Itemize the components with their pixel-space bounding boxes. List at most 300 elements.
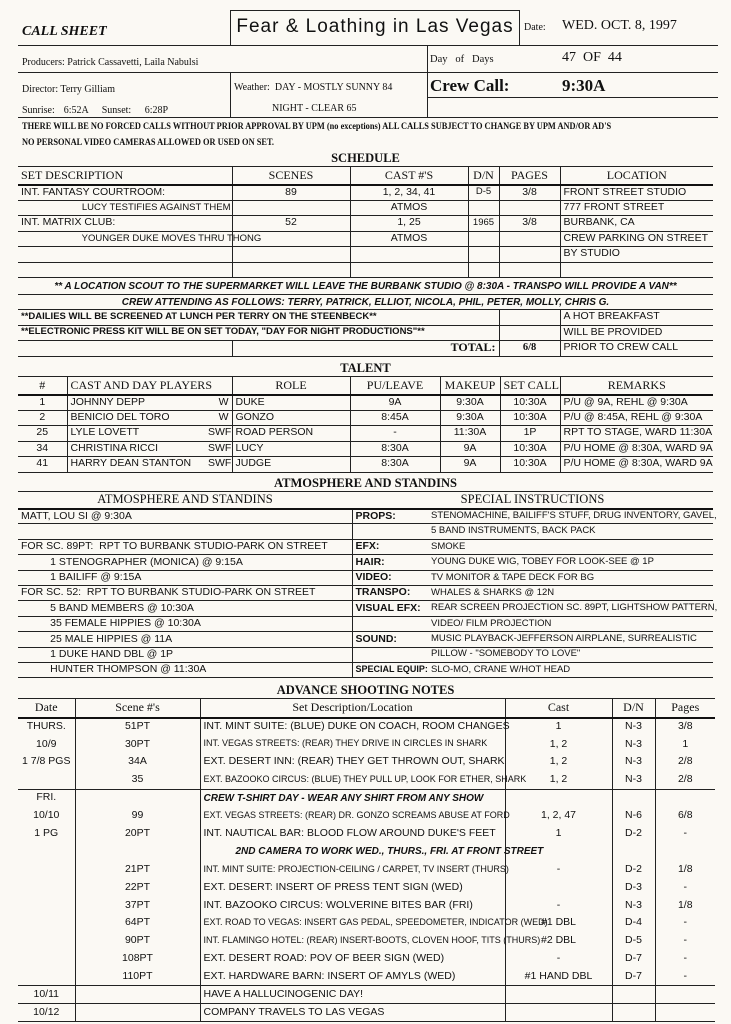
atmosphere-cell-instruction-text: SLO-MO, CRANE W/HOT HEAD (431, 663, 571, 675)
col-cast: CAST #'S (350, 167, 468, 185)
advance-cell-cast: - (505, 861, 612, 879)
atmosphere-cell-atmosphere: MATT, LOU SI @ 9:30A (21, 509, 132, 522)
day-of-days-label: Day of Days (430, 54, 494, 65)
advance-row (18, 1004, 715, 1022)
advance-cell-cast: 1, 2 (505, 735, 612, 753)
advance-cell-scene: 21PT (124, 862, 151, 875)
advance-cell-pages (655, 789, 715, 807)
date-value: WED. OCT. 8, 1997 (562, 18, 677, 33)
advance-cell-scene: 34A (128, 755, 147, 768)
talent-cell-number: 2 (39, 410, 46, 423)
talent-cell-name: HARRY DEAN STANTON (67, 457, 205, 473)
schedule-cell-set-description (18, 262, 232, 278)
atmosphere-row (18, 662, 713, 677)
schedule-cell-scenes (232, 200, 350, 216)
schedule-cell-cast (350, 247, 468, 263)
advance-row (18, 735, 715, 753)
advance-row (18, 986, 715, 1004)
advance-cell-date: 1 PG (18, 825, 75, 843)
col-cast: Cast (505, 699, 612, 718)
advance-cell-dn: N-6 (612, 807, 655, 825)
director: Director: Terry Gilliam (22, 84, 115, 95)
atmosphere-cell-instruction-label: HAIR: (352, 555, 428, 570)
col-pages: Pages (655, 699, 715, 718)
schedule-row (18, 216, 713, 232)
advance-cell-cast: 1 (505, 718, 612, 736)
atmosphere-cell-instruction-text: 5 BAND INSTRUMENTS, BACK PACK (431, 525, 596, 537)
advance-cell-scene: 99 (131, 809, 144, 822)
total-pages: 6/8 (499, 340, 560, 356)
breakfast-note: A HOT BREAKFAST (560, 310, 713, 325)
advance-cell-dn: N-3 (612, 771, 655, 789)
schedule-cell-dn: 1965 (468, 216, 499, 232)
advance-cell-description: EXT. BAZOOKO CIRCUS: (BLUE) THEY PULL UP, LOOK FOR ETHER, SHARK (200, 771, 505, 789)
col-pages: PAGES (499, 167, 560, 185)
talent-row (18, 410, 713, 426)
advance-cell-pages (655, 1004, 715, 1022)
advance-cell-pages: - (655, 879, 715, 897)
advance-cell-dn: D-3 (612, 879, 655, 897)
advance-cell-description: INT. MINT SUITE: PROJECTION-CEILING / CARPET, TV INSERT (THURS) (200, 861, 505, 879)
advance-cell-cast (505, 879, 612, 897)
schedule-cell-set-description: INT. MATRIX CLUB: (21, 216, 116, 229)
advance-cell-cast: 1, 2 (505, 753, 612, 771)
col-set-desc-location: Set Description/Location (200, 699, 505, 718)
atmosphere-cell-instruction-label: SPECIAL EQUIP: (352, 662, 428, 677)
advance-cell-scene: 90PT (124, 934, 151, 947)
talent-row (18, 395, 713, 411)
atmosphere-cell-atmosphere: 1 STENOGRAPHER (MONICA) @ 9:15A (21, 555, 243, 568)
advance-row (18, 968, 715, 986)
schedule-cell-cast: ATMOS (350, 231, 468, 247)
talent-cell-remarks: P/U @ 8:45A, REHL @ 9:30A (560, 410, 713, 426)
advance-cell-scene: 20PT (124, 827, 151, 840)
advance-cell-description: INT. NAUTICAL BAR: BLOOD FLOW AROUND DUKE'S FEET (200, 825, 505, 843)
advance-row (18, 914, 715, 932)
talent-table (18, 376, 713, 473)
advance-cell-cast: - (505, 896, 612, 914)
col-set-description: SET DESCRIPTION (21, 167, 124, 182)
advance-cell-scene: 64PT (124, 916, 151, 929)
advance-cell-scene (75, 986, 200, 1004)
advance-cell-description: INT. FLAMINGO HOTEL: (REAR) INSERT-BOOTS, CLOVEN HOOF, TITS (THURS) (200, 932, 505, 950)
schedule-cell-dn (468, 262, 499, 278)
advance-cell-date (18, 968, 75, 986)
advance-cell-dn: D-2 (612, 861, 655, 879)
col-scene: Scene #'s (75, 699, 200, 718)
atmosphere-cell-atmosphere: 1 BAILIFF @ 9:15A (21, 570, 142, 583)
advance-cell-dn: D-7 (612, 968, 655, 986)
col-pu-leave: PU/LEAVE (350, 377, 440, 395)
advance-cell-date: 1 7/8 PGS (18, 753, 75, 771)
schedule-cell-set-description: INT. FANTASY COURTROOM: (21, 185, 166, 198)
advance-cell-date: THURS. (18, 718, 75, 736)
advance-cell-description: EXT. DESERT ROAD: POV OF BEER SIGN (WED) (200, 950, 505, 968)
advance-cell-description: EXT. HARDWARE BARN: INSERT OF AMYLS (WED) (200, 968, 505, 986)
atmosphere-cell-instruction-text: SMOKE (431, 540, 466, 552)
schedule-table (18, 166, 713, 278)
advance-cell-scene: 30PT (124, 737, 151, 750)
advance-cell-dn: N-3 (612, 718, 655, 736)
schedule-cell-scenes (232, 247, 350, 263)
day-of-days-value: 47 OF 44 (562, 50, 622, 65)
schedule-cell-location: BURBANK, CA (560, 216, 713, 232)
schedule-cell-dn (468, 200, 499, 216)
advance-row (18, 861, 715, 879)
schedule-cell-cast: 1, 25 (350, 216, 468, 232)
atmosphere-cell-atmosphere: FOR SC. 89PT: RPT TO BURBANK STUDIO-PARK ON STREET (21, 540, 328, 553)
col-role: ROLE (232, 377, 350, 395)
advance-cell-description: EXT. DESERT INN: (REAR) THEY GET THROWN OUT, SHARK (200, 753, 505, 771)
advance-cell-dn: D-7 (612, 950, 655, 968)
col-date: Date (34, 700, 58, 715)
schedule-cell-pages: 3/8 (499, 185, 560, 201)
advance-cell-scene: 108PT (122, 952, 153, 965)
advance-row (18, 753, 715, 771)
talent-cell-number: 41 (36, 457, 49, 470)
advance-cell-cast (505, 1004, 612, 1022)
advance-cell-pages: - (655, 968, 715, 986)
advance-cell-scene: 51PT (124, 720, 151, 733)
advance-cell-date: 10/12 (18, 1004, 75, 1022)
atmosphere-cell-instruction-text: REAR SCREEN PROJECTION SC. 89PT, LIGHTSHOW PATTERN, (431, 602, 718, 614)
atmosphere-cell-atmosphere: 5 BAND MEMBERS @ 10:30A (21, 601, 194, 614)
dailies-note: **DAILIES WILL BE SCREENED AT LUNCH PER TERRY ON THE STEENBECK** (21, 311, 377, 323)
atmosphere-row (18, 616, 713, 631)
talent-cell-set-call: 10:30A (500, 441, 560, 457)
atmosphere-cell-instruction-label: VIDEO: (352, 570, 428, 585)
advance-cell-date (18, 843, 75, 861)
talent-cell-role: GONZO (232, 410, 350, 426)
schedule-cell-pages (499, 231, 560, 247)
advance-cell-pages: 1/8 (655, 861, 715, 879)
advance-cell-description: EXT. DESERT: INSERT OF PRESS TENT SIGN (WED) (200, 879, 505, 897)
schedule-row (18, 231, 713, 247)
talent-heading: TALENT (340, 361, 391, 375)
atmosphere-cell-instruction-text: YOUNG DUKE WIG, TOBEY FOR LOOK-SEE @ 1P (431, 556, 654, 568)
talent-row (18, 441, 713, 457)
schedule-cell-location: CREW PARKING ON STREET (560, 231, 713, 247)
col-dn: D/N (468, 167, 499, 185)
talent-cell-remarks: RPT TO STAGE, WARD 11:30A (560, 426, 713, 442)
advance-row (18, 807, 715, 825)
atmosphere-cell-atmosphere: FOR SC. 52: RPT TO BURBANK STUDIO-PARK ON STREET (21, 586, 316, 599)
advance-cell-pages: 1/8 (655, 896, 715, 914)
advance-cell-description: COMPANY TRAVELS TO LAS VEGAS (200, 1004, 505, 1022)
col-set-call: SET CALL (500, 377, 560, 395)
call-sheet-label: CALL SHEET (22, 24, 107, 39)
talent-cell-pu-leave: - (350, 426, 440, 442)
schedule-cell-cast: 1, 2, 34, 41 (350, 185, 468, 201)
atmosphere-row (18, 601, 713, 616)
schedule-cell-pages (499, 262, 560, 278)
talent-header-row (18, 377, 713, 395)
talent-cell-role: DUKE (232, 395, 350, 411)
atmosphere-cell-instruction-text: WHALES & SHARKS @ 12N (431, 586, 555, 598)
schedule-notes-table (18, 310, 713, 357)
advance-cell-pages (655, 843, 715, 861)
talent-cell-set-call: 10:30A (500, 410, 560, 426)
schedule-cell-location: BY STUDIO (560, 247, 713, 263)
schedule-cell-cast (350, 262, 468, 278)
talent-cell-makeup: 9:30A (440, 395, 500, 411)
talent-cell-status: SWF (208, 426, 232, 439)
atmosphere-row (18, 585, 713, 600)
advance-cell-pages: 1 (655, 735, 715, 753)
atmosphere-cell-instruction-label (352, 647, 428, 662)
talent-cell-set-call: 1P (500, 426, 560, 442)
schedule-cell-pages: 3/8 (499, 216, 560, 232)
notice-forced-calls: THERE WILL BE NO FORCED CALLS WITHOUT PRIOR APPROVAL BY UPM (no exceptions) ALL CALLS SUBJECT TO CHANGE BY UPM AND/OR AD'S (22, 121, 612, 131)
atmosphere-table (18, 491, 718, 678)
advance-cell-pages: - (655, 950, 715, 968)
atmosphere-cell-instruction-label: VISUAL EFX: (352, 601, 428, 616)
schedule-header-row (18, 167, 713, 185)
advance-row (18, 843, 715, 861)
atmosphere-cell-instruction-label: SOUND: (352, 632, 428, 647)
atmosphere-row (18, 539, 713, 554)
advance-cell-cast: #2 DBL (505, 932, 612, 950)
schedule-cell-set-description: LUCY TESTIFIES AGAINST THEM (66, 201, 231, 213)
atmosphere-cell-atmosphere (18, 524, 352, 539)
advance-cell-description: INT. BAZOOKO CIRCUS: WOLVERINE BITES BAR (FRI) (200, 896, 505, 914)
col-scenes: SCENES (232, 167, 350, 185)
advance-cell-scene (75, 843, 200, 861)
atmosphere-cell-instruction-label: EFX: (352, 539, 428, 554)
advance-cell-dn: D-4 (612, 914, 655, 932)
advance-cell-pages (655, 986, 715, 1004)
notice-no-cameras: NO PERSONAL VIDEO CAMERAS ALLOWED OR USED ON SET. (22, 137, 275, 147)
schedule-cell-scenes: 52 (232, 216, 350, 232)
advance-cell-description: EXT. ROAD TO VEGAS: INSERT GAS PEDAL, SPEEDOMETER, INDICATOR (WED) (200, 914, 505, 932)
production-title: Fear & Loathing in Las Vegas (230, 10, 520, 45)
advance-cell-description: EXT. VEGAS STREETS: (REAR) DR. GONZO SCREAMS ABUSE AT FORD (200, 807, 505, 825)
talent-row (18, 426, 713, 442)
advance-cell-date (18, 896, 75, 914)
location-scout-note: ** A LOCATION SCOUT TO THE SUPERMARKET WILL LEAVE THE BURBANK STUDIO @ 8:30A - TRANSPO WILL PROVIDE A VAN** (18, 279, 713, 295)
talent-cell-pu-leave: 8:45A (350, 410, 440, 426)
advance-cell-pages: - (655, 914, 715, 932)
schedule-cell-pages (499, 200, 560, 216)
advance-cell-date: 10/11 (18, 986, 75, 1004)
schedule-cell-pages (499, 247, 560, 263)
atmosphere-cell-instruction-label: PROPS: (352, 509, 428, 524)
advance-row (18, 896, 715, 914)
date-label: Date: (524, 22, 546, 33)
schedule-cell-location: 777 FRONT STREET (560, 200, 713, 216)
talent-cell-role: ROAD PERSON (232, 426, 350, 442)
advance-cell-cast: - (505, 950, 612, 968)
crew-call-value: 9:30A (562, 76, 606, 95)
col-remarks: REMARKS (560, 377, 713, 395)
advance-cell-description: 2ND CAMERA TO WORK WED., THURS., FRI. AT FRONT STREET (200, 843, 505, 861)
atmosphere-row (18, 524, 713, 539)
col-location: LOCATION (560, 167, 713, 185)
talent-cell-status: W (218, 395, 229, 408)
advance-cell-dn: N-3 (612, 896, 655, 914)
breakfast-note-3: PRIOR TO CREW CALL (560, 340, 713, 356)
advance-cell-date (18, 879, 75, 897)
talent-cell-makeup: 9:30A (440, 410, 500, 426)
schedule-cell-dn (468, 247, 499, 263)
advance-cell-pages: 2/8 (655, 753, 715, 771)
advance-cell-description: HAVE A HALLUCINOGENIC DAY! (200, 986, 505, 1004)
advance-row (18, 771, 715, 789)
talent-cell-number: 1 (39, 395, 46, 408)
schedule-row (18, 247, 713, 263)
talent-cell-number: 34 (36, 441, 49, 454)
advance-row (18, 825, 715, 843)
schedule-row (18, 262, 713, 278)
schedule-cell-dn (468, 231, 499, 247)
weather-day: Weather: DAY - MOSTLY SUNNY 84 (234, 82, 393, 93)
schedule-cell-dn: D-5 (468, 185, 499, 201)
atmosphere-cell-instruction-text: VIDEO/ FILM PROJECTION (431, 617, 552, 629)
schedule-cell-cast: ATMOS (350, 200, 468, 216)
advance-cell-scene: 22PT (124, 880, 151, 893)
advance-cell-date (18, 914, 75, 932)
advance-cell-cast: 1, 2 (505, 771, 612, 789)
sunrise-sunset: Sunrise: 6:52A Sunset: 6:28P (22, 105, 169, 116)
atmosphere-cell-instruction-text: TV MONITOR & TAPE DECK FOR BG (431, 571, 595, 583)
schedule-cell-location: FRONT STREET STUDIO (560, 185, 713, 201)
advance-cell-scene (75, 1004, 200, 1022)
schedule-cell-scenes (232, 262, 350, 278)
schedule-cell-scenes: 89 (232, 185, 350, 201)
advance-cell-pages: - (655, 825, 715, 843)
total-label: TOTAL: (450, 340, 496, 355)
talent-cell-makeup: 9A (440, 457, 500, 473)
weather-night: NIGHT - CLEAR 65 (272, 103, 357, 114)
schedule-cell-location (560, 262, 713, 278)
advance-row (18, 950, 715, 968)
talent-cell-role: LUCY (232, 441, 350, 457)
talent-cell-remarks: P/U @ 9A, REHL @ 9:30A (560, 395, 713, 411)
atmosphere-cell-instruction-text: PILLOW - "SOMEBODY TO LOVE" (431, 648, 581, 660)
talent-cell-name: JOHNNY DEPP (67, 395, 205, 411)
advance-cell-scene: 110PT (122, 969, 153, 982)
col-number: # (39, 377, 46, 392)
atmosphere-cell-instruction-label (352, 524, 428, 539)
advance-cell-dn: D-5 (612, 932, 655, 950)
advance-cell-description: INT. VEGAS STREETS: (REAR) THEY DRIVE IN CIRCLES IN SHARK (200, 735, 505, 753)
advance-cell-pages: - (655, 932, 715, 950)
advance-cell-cast: 1 (505, 825, 612, 843)
advance-cell-description: INT. MINT SUITE: (BLUE) DUKE ON COACH, ROOM CHANGES (200, 718, 505, 736)
atmosphere-cell-instruction-text: STENOMACHINE, BAILIFF'S STUFF, DRUG INVENTORY, GAVEL, (431, 510, 717, 522)
advance-row (18, 932, 715, 950)
advance-table (18, 698, 715, 1022)
schedule-cell-set-description: YOUNGER DUKE MOVES THRU THONG (66, 232, 262, 244)
crew-attending-note: CREW ATTENDING AS FOLLOWS: TERRY, PATRICK, ELLIOT, NICOLA, PHIL, PETER, MOLLY, CHRIS G. (18, 295, 713, 310)
col-cast-players: CAST AND DAY PLAYERS (67, 377, 232, 395)
advance-cell-dn (612, 986, 655, 1004)
atmosphere-cell-atmosphere: 25 MALE HIPPIES @ 11A (21, 632, 173, 645)
talent-cell-remarks: P/U HOME @ 8:30A, WARD 9A (560, 457, 713, 473)
col-atmosphere: ATMOSPHERE AND STANDINS (97, 491, 273, 506)
talent-cell-makeup: 9A (440, 441, 500, 457)
schedule-cell-set-description (18, 247, 232, 263)
col-makeup: MAKEUP (440, 377, 500, 395)
advance-cell-dn (612, 1004, 655, 1022)
schedule-row (18, 200, 713, 216)
col-special-instructions: SPECIAL INSTRUCTIONS (460, 491, 605, 506)
advance-cell-date (18, 861, 75, 879)
advance-cell-date: 10/10 (18, 807, 75, 825)
advance-cell-scene: 35 (131, 773, 144, 786)
advance-cell-pages: 3/8 (655, 718, 715, 736)
talent-cell-pu-leave: 9A (350, 395, 440, 411)
advance-cell-dn: N-3 (612, 735, 655, 753)
talent-cell-pu-leave: 8:30A (350, 457, 440, 473)
press-kit-note: **ELECTRONIC PRESS KIT WILL BE ON SET TODAY, "DAY FOR NIGHT PRODUCTIONS"** (21, 326, 425, 338)
atmosphere-cell-instruction-text: MUSIC PLAYBACK-JEFFERSON AIRPLANE, SURREALISTIC (431, 633, 697, 645)
schedule-row (18, 185, 713, 201)
advance-cell-date (18, 950, 75, 968)
atmosphere-heading: ATMOSPHERE AND STANDINS (274, 476, 457, 490)
crew-call-label: Crew Call: (430, 76, 510, 95)
producers: Producers: Patrick Cassavetti, Laila Nabulsi (22, 57, 199, 68)
talent-cell-role: JUDGE (232, 457, 350, 473)
talent-cell-status: SWF (208, 441, 232, 454)
atmosphere-cell-instruction-label: TRANSPO: (352, 585, 428, 600)
advance-cell-scene (75, 789, 200, 807)
atmosphere-cell-atmosphere: 1 DUKE HAND DBL @ 1P (21, 647, 174, 660)
col-dn: D/N (612, 699, 655, 718)
talent-cell-makeup: 11:30A (440, 426, 500, 442)
atmosphere-row (18, 555, 713, 570)
breakfast-note-2: WILL BE PROVIDED (560, 325, 713, 340)
advance-cell-pages: 2/8 (655, 771, 715, 789)
advance-cell-dn: D-2 (612, 825, 655, 843)
advance-cell-cast (505, 789, 612, 807)
advance-cell-date: 10/9 (18, 735, 75, 753)
advance-cell-cast (505, 986, 612, 1004)
advance-row (18, 879, 715, 897)
advance-row (18, 789, 715, 807)
atmosphere-cell-instruction-label (352, 616, 428, 631)
advance-cell-cast: #1 DBL (505, 914, 612, 932)
advance-cell-pages: 6/8 (655, 807, 715, 825)
atmosphere-row (18, 509, 713, 524)
atmosphere-row (18, 647, 713, 662)
atmosphere-row (18, 570, 713, 585)
atmosphere-row (18, 632, 713, 647)
talent-cell-remarks: P/U HOME @ 8:30A, WARD 9A (560, 441, 713, 457)
talent-cell-status: SWF (208, 457, 232, 470)
talent-cell-name: LYLE LOVETT (67, 426, 205, 442)
advance-cell-cast: 1, 2, 47 (505, 807, 612, 825)
advance-cell-date (18, 932, 75, 950)
talent-cell-number: 25 (36, 426, 49, 439)
talent-cell-pu-leave: 8:30A (350, 441, 440, 457)
advance-cell-date (18, 771, 75, 789)
talent-cell-name: CHRISTINA RICCI (67, 441, 205, 457)
advance-cell-dn (612, 843, 655, 861)
advance-row (18, 718, 715, 736)
advance-cell-dn: N-3 (612, 753, 655, 771)
talent-cell-name: BENICIO DEL TORO (67, 410, 205, 426)
talent-cell-set-call: 10:30A (500, 457, 560, 473)
atmosphere-cell-atmosphere: 35 FEMALE HIPPIES @ 10:30A (21, 617, 201, 630)
talent-row (18, 457, 713, 473)
advance-heading: ADVANCE SHOOTING NOTES (276, 683, 455, 697)
atmosphere-cell-atmosphere: HUNTER THOMPSON @ 11:30A (21, 663, 207, 676)
advance-cell-cast: #1 HAND DBL (505, 968, 612, 986)
advance-cell-scene: 37PT (124, 898, 151, 911)
advance-cell-date: FRI. (18, 789, 75, 807)
advance-cell-description: CREW T-SHIRT DAY - WEAR ANY SHIRT FROM ANY SHOW (200, 789, 505, 807)
